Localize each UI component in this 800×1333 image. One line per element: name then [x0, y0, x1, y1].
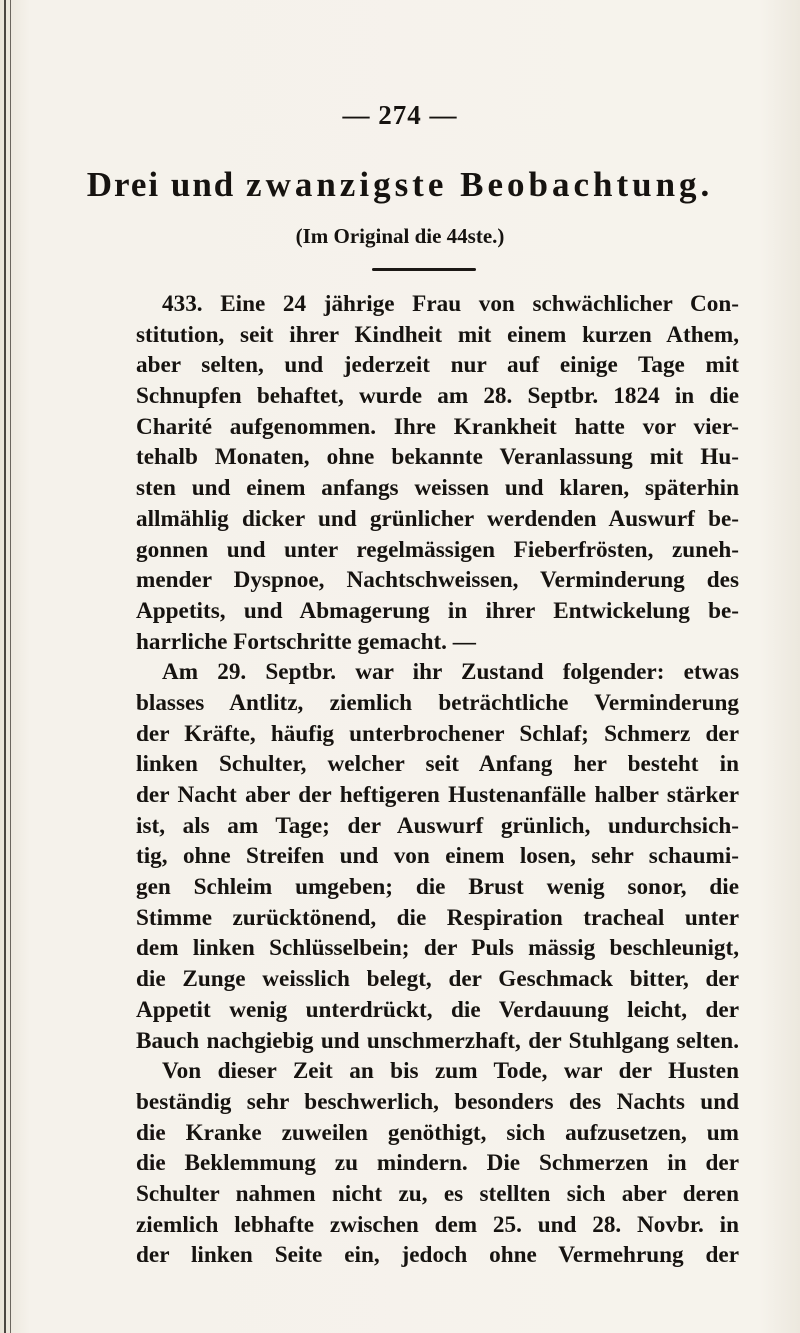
text-line: Schnupfen behaftet, wurde am 28. Septbr. 1824 in die: [136, 383, 739, 410]
text-line: Appetit wenig unterdrückt, die Verdauung leicht, der: [136, 996, 739, 1023]
text-line: blasses Antlitz, ziemlich beträchtliche Verminderung: [136, 689, 739, 716]
text-line: der linken Seite ein, jedoch ohne Vermehrung der: [136, 1242, 739, 1269]
text-line: Von dieser Zeit an bis zum Tode, war der Husten: [162, 1058, 739, 1085]
page-number: — 274 —: [342, 100, 458, 130]
heading-part-1: Drei und: [86, 165, 236, 204]
text-line: Appetits, und Abmagerung in ihrer Entwickelung be-: [136, 597, 739, 624]
text-line: Charité aufgenommen. Ihre Krankheit hatte vor vier-: [136, 413, 739, 440]
text-line: sten und einem anfangs weissen und klaren, späterhin: [136, 475, 739, 502]
text-line: stitution, seit ihrer Kindheit mit einem kurzen Athem,: [136, 321, 739, 348]
text-line: Schulter nahmen nicht zu, es stellten sich aber deren: [136, 1180, 739, 1207]
text-line: harrliche Fortschritte gemacht. —: [136, 628, 476, 655]
section-subtitle: (Im Original die 44ste.): [295, 224, 505, 248]
text-line: mender Dyspnoe, Nachtschweissen, Verminderung des: [136, 567, 739, 594]
text-line: die Zunge weisslich belegt, der Geschmack bitter, der: [136, 966, 739, 993]
section-heading: [0, 165, 800, 205]
text-line: 433. Eine 24 jährige Frau von schwächlicher Con-: [162, 291, 739, 317]
text-line: Am 29. Septbr. war ihr Zustand folgender: etwas: [162, 659, 739, 686]
text-line: dem linken Schlüsselbein; der Puls mässig beschleunigt,: [136, 935, 739, 962]
text-line: die Beklemmung zu mindern. Die Schmerzen in der: [136, 1150, 739, 1177]
text-line: die Kranke zuweilen genöthigt, sich aufzusetzen, um: [136, 1119, 739, 1146]
text-line: beständig sehr beschwerlich, besonders des Nachts und: [136, 1088, 739, 1115]
text-line: tehalb Monaten, ohne bekannte Veranlassung mit Hu-: [136, 444, 739, 471]
text-line: ziemlich lebhafte zwischen dem 25. und 28. Novbr. in: [136, 1211, 739, 1238]
text-line: Bauch nachgiebig und unschmerzhaft, der Stuhlgang selten.: [136, 1027, 739, 1054]
text-line: allmählig dicker und grünlicher werdenden Auswurf be-: [136, 505, 739, 532]
text-line: ist, als am Tage; der Auswurf grünlich, undurchsich-: [136, 812, 739, 839]
text-line: gen Schleim umgeben; die Brust wenig sonor, die: [136, 874, 739, 901]
text-line: der Nacht aber der heftigeren Hustenanfälle halber stärker: [136, 782, 739, 808]
text-line: Stimme zurücktönend, die Respiration tracheal unter: [136, 904, 739, 931]
text-line: der Kräfte, häufig unterbrochener Schlaf; Schmerz der: [136, 720, 739, 747]
heading-divider: [372, 268, 476, 271]
body-text: [136, 289, 739, 1271]
text-line: gonnen und unter regelmässigen Fieberfrösten, zuneh-: [136, 536, 739, 563]
text-line: tig, ohne Streifen und von einem losen, sehr schaumi-: [136, 843, 739, 870]
text-line: aber selten, und jederzeit nur auf einige Tage mit: [136, 352, 739, 379]
text-line: linken Schulter, welcher seit Anfang her besteht in: [136, 751, 739, 778]
heading-part-2: zwanzigste Beobachtung.: [246, 165, 714, 204]
